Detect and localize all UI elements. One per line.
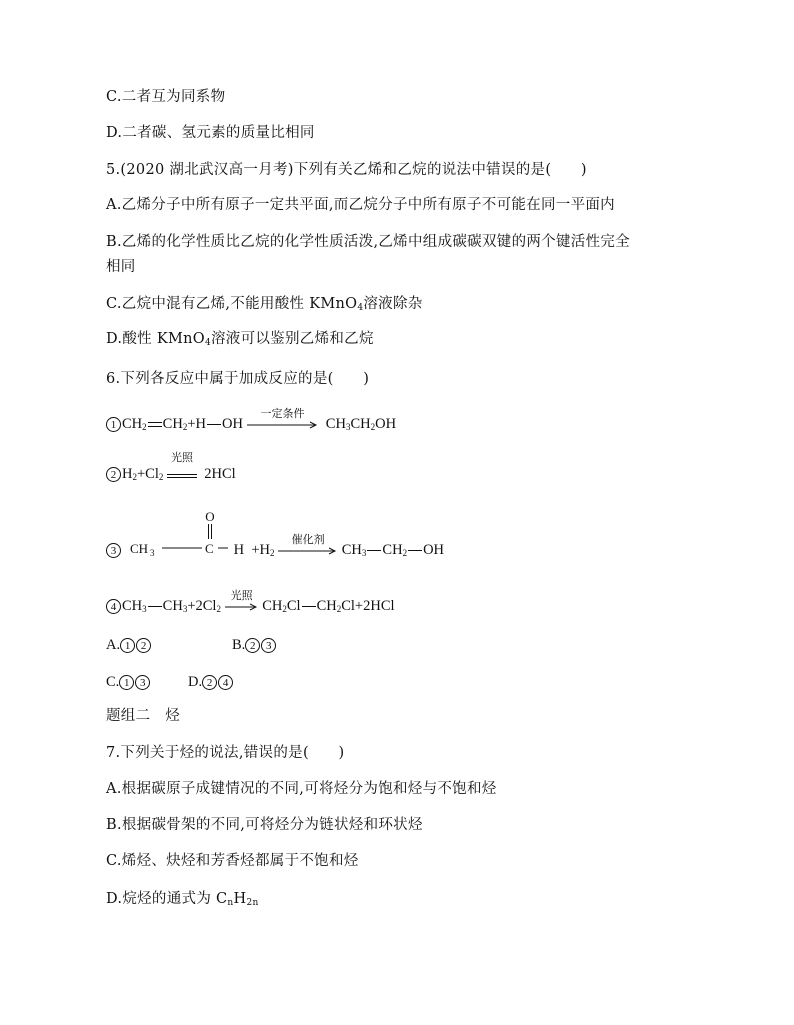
q5-option-c (106, 294, 423, 314)
option-number: 2 (202, 675, 217, 690)
section-heading: 题组二 烃 (106, 708, 180, 724)
reaction-4-number: 4 (106, 599, 121, 614)
q6-option-a-label: A. (106, 637, 121, 653)
q6-option-b (232, 635, 277, 655)
q5-option-b-line2: 相同 (106, 259, 136, 275)
reaction-2: 2 $H_2+Cl_2$ 光照 2HCl (106, 464, 236, 485)
q5-option-c-text-end: 溶液除杂 (363, 296, 423, 312)
option-number: 4 (218, 675, 233, 690)
single-bond (367, 550, 381, 551)
reaction-4: 4 $CH_3$ $CH_3+2Cl_2$ 光照 $CH_2Cl$ $CH_2Cl+2HCl$ (106, 596, 395, 616)
q5-option-c-subscript: 4 (357, 303, 364, 313)
q5-option-d-subscript: 4 (204, 338, 211, 348)
reaction-4-arrow (225, 589, 259, 611)
q7-option-a: A.根据碳原子成键情况的不同,可将烃分为饱和烃与不饱和烃 (106, 781, 497, 797)
q7-option-d-sub-2n: 2n (246, 898, 259, 908)
option-number: 3 (135, 675, 150, 690)
q5-option-d-text-end: 溶液可以鉴别乙烯和乙烷 (210, 331, 374, 347)
single-bond (302, 606, 316, 607)
q6-option-d-label: D. (188, 674, 203, 690)
q5-option-d (106, 329, 374, 349)
q7-option-d-sub-n: n (227, 898, 234, 908)
q5-option-b-line1: B.乙烯的化学性质比乙烷的化学性质活泼,乙烯中组成碳碳双键的两个键活性完全 (106, 234, 630, 250)
q6-option-d (188, 672, 234, 692)
reaction-3-arrow (278, 533, 338, 555)
q7-option-c: C.烯烃、炔烃和芳香烃都属于不饱和烃 (106, 853, 359, 869)
reaction-2-number: 2 (106, 467, 121, 482)
reaction-1-arrow (247, 407, 319, 429)
svg-text:CH: CH (129, 540, 148, 556)
option-number: 2 (136, 638, 151, 653)
acetaldehyde-structure (126, 510, 234, 561)
svg-text:O: O (204, 510, 215, 524)
double-bond (148, 422, 162, 427)
reaction-2-condition: 光照 (171, 451, 193, 464)
reaction-1-condition: 一定条件 (260, 407, 305, 420)
option-number: 3 (261, 638, 276, 653)
reaction-3-number: 3 (106, 543, 121, 558)
q7-option-d-text: D.烷烃的通式为 C (106, 891, 228, 907)
reaction-4-condition: 光照 (230, 589, 253, 602)
q7-stem: 7.下列关于烃的说法,错误的是( ) (106, 745, 345, 761)
reaction-3-condition: 催化剂 (291, 533, 325, 546)
q6-option-c-label: C. (106, 674, 120, 690)
q4-option-d: D.二者碳、氢元素的质量比相同 (106, 125, 315, 141)
svg-text:C: C (204, 540, 214, 556)
single-bond (207, 424, 221, 425)
reaction-1: 1 $CH_2$ $CH_2+H$ OH 一定条件 $CH_3CH_2OH$ (106, 414, 396, 434)
q5-stem: 5.(2020 湖北武汉高一月考)下列有关乙烯和乙烷的说法中错误的是( ) (106, 162, 587, 178)
reaction-2-equals (167, 451, 197, 485)
reaction-1-number: 1 (106, 417, 121, 432)
q5-option-a: A.乙烯分子中所有原子一定共平面,而乙烷分子中所有原子不可能在同一平面内 (106, 197, 615, 213)
option-number: 2 (245, 638, 260, 653)
q6-option-b-label: B. (232, 637, 246, 653)
q7-option-b: B.根据碳骨架的不同,可将烃分为链状烃和环状烃 (106, 817, 423, 833)
q7-option-d (106, 889, 259, 909)
single-bond (408, 550, 422, 551)
single-bond (148, 606, 162, 607)
q5-option-c-text: C.乙烷中混有乙烯,不能用酸性 KMnO (106, 296, 358, 312)
q4-option-c: C.二者互为同系物 (106, 89, 226, 105)
option-number: 1 (120, 638, 135, 653)
q6-option-a (106, 635, 152, 655)
q6-option-c (106, 672, 151, 692)
q5-option-d-text: D.酸性 KMnO (106, 331, 205, 347)
q6-stem: 6.下列各反应中属于加成反应的是( ) (106, 371, 370, 387)
svg-text:3: 3 (149, 547, 155, 557)
option-number: 1 (119, 675, 134, 690)
reaction-3: 3 O CH 3 C $H +H_2$ 催化剂 $CH_3$ $CH_2$ OH (106, 540, 444, 561)
q7-option-d-h: H (233, 891, 247, 907)
